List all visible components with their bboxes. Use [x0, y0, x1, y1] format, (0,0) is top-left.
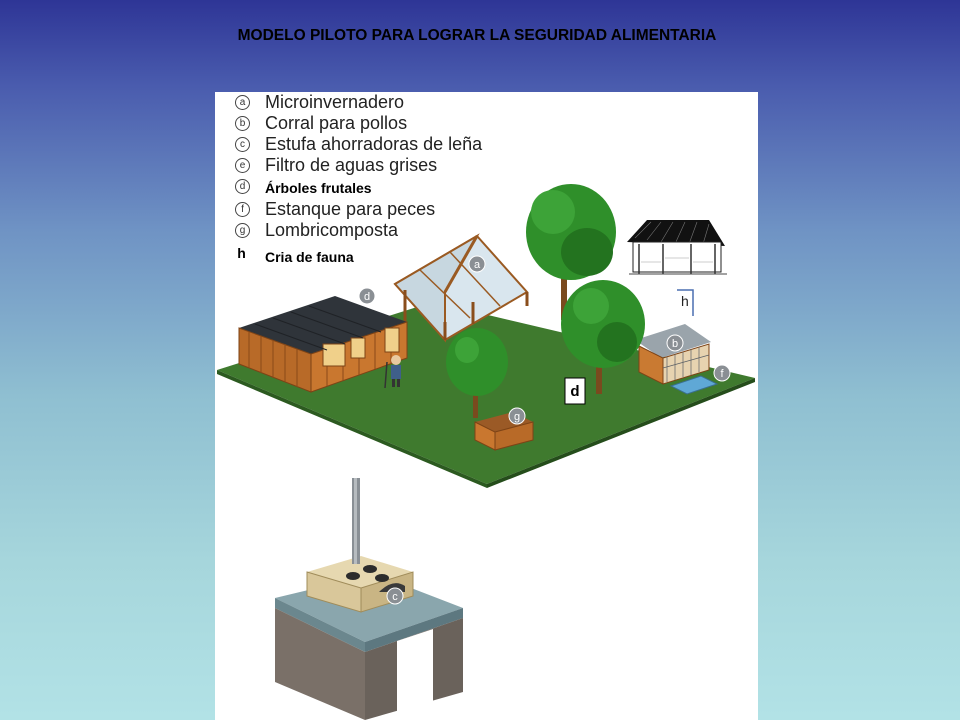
legend-key: f	[235, 202, 250, 217]
callout-d-roof	[359, 288, 375, 304]
legend-label: Corral para pollos	[265, 113, 408, 133]
legend-label: Microinvernadero	[265, 92, 405, 112]
legend-key: e	[235, 158, 250, 173]
callout-a	[469, 256, 485, 272]
legend-label: Estufa ahorradoras de leña	[265, 134, 483, 154]
svg-text:b: b	[671, 338, 679, 350]
slide-title: MODELO PILOTO PARA LOGRAR LA SEGURIDAD ALIMENTARIA	[237, 27, 717, 44]
callout-f	[714, 365, 730, 381]
callout-b	[667, 335, 683, 351]
svg-text:g: g	[513, 411, 521, 423]
legend-label: Estanque para peces	[265, 199, 436, 219]
svg-text:a: a	[473, 259, 481, 271]
legend-key: d	[235, 179, 250, 194]
wood-saving-stove	[275, 478, 463, 720]
legend-label: Filtro de aguas grises	[265, 155, 438, 175]
svg-text:f: f	[720, 368, 724, 380]
legend-key: b	[235, 116, 250, 131]
legend-label: Cria de fauna	[265, 249, 354, 265]
svg-text:d: d	[570, 383, 580, 400]
callout-g	[509, 408, 525, 424]
legend-key: g	[235, 223, 250, 238]
illustration-panel	[215, 92, 758, 720]
legend-label: Árboles frutales	[265, 180, 372, 196]
farm-illustration	[215, 92, 758, 720]
thatched-hut	[627, 220, 727, 274]
callout-d-tree	[565, 378, 585, 404]
svg-text:c: c	[392, 591, 398, 603]
legend-label: Lombricomposta	[265, 220, 399, 240]
callout-c	[387, 588, 403, 604]
legend-key: c	[235, 137, 250, 152]
legend-key: a	[235, 95, 250, 110]
legend-key: h	[237, 245, 246, 261]
callout-h: h	[681, 293, 689, 309]
svg-text:d: d	[363, 291, 371, 303]
